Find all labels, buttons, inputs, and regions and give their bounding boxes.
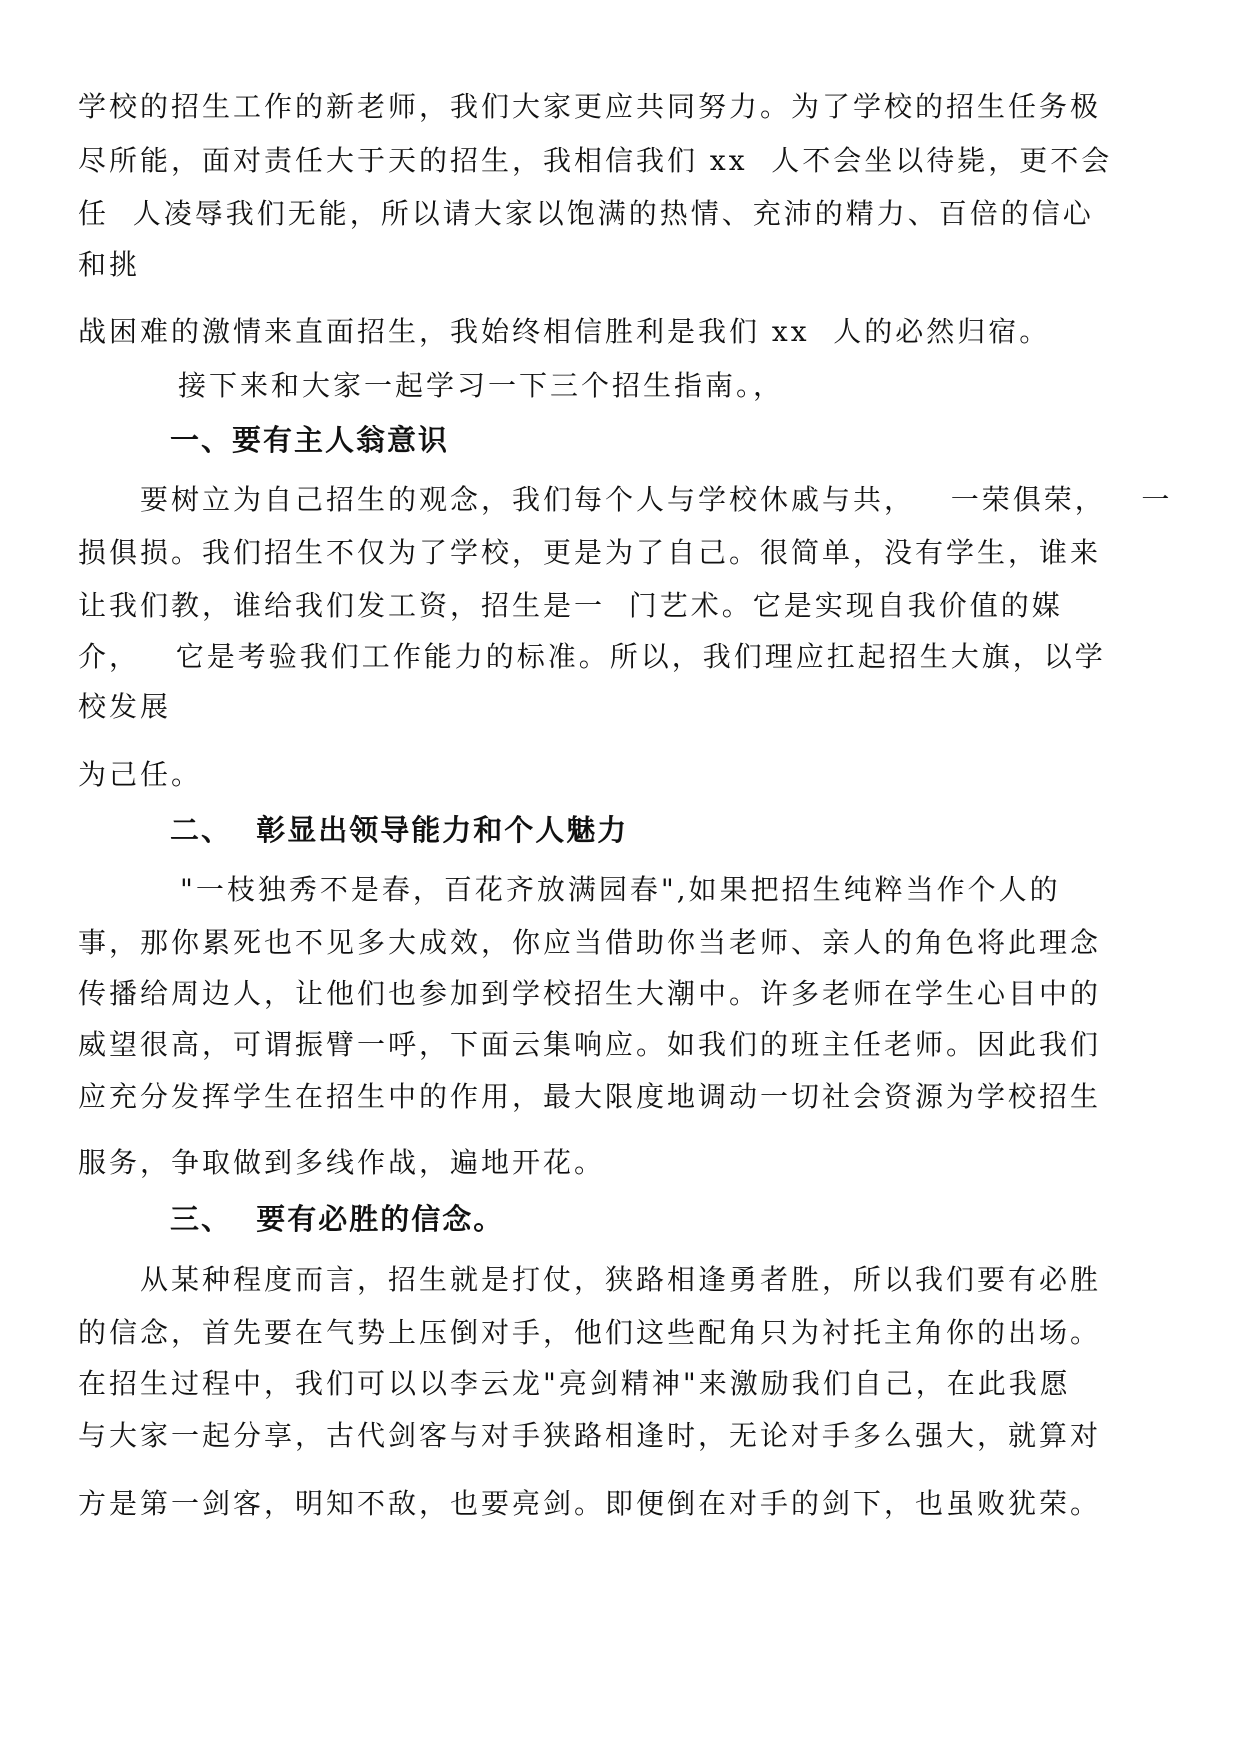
text-line: 为己任。 xyxy=(78,758,203,791)
text-line: 服务，争取做到多线作战，遍地开花。 xyxy=(78,1146,606,1179)
text-line: 校发展 xyxy=(78,690,172,723)
text-line: 尽所能，面对责任大于天的招生，我相信我们 xx 人不会坐以待毙，更不会 xyxy=(78,144,1113,177)
text-line: "一枝独秀不是春，百花齐放满园春",如果把招生纯粹当作个人的 xyxy=(180,873,1061,906)
section-heading-1: 一、要有主人翁意识 xyxy=(170,423,450,457)
text-line: 在招生过程中，我们可以以李云龙"亮剑精神"来激励我们自己，在此我愿 xyxy=(78,1367,1071,1400)
section-heading-3: 三、 要有必胜的信念。 xyxy=(170,1202,505,1236)
section-heading-2: 二、 彰显出领导能力和个人魅力 xyxy=(170,813,629,847)
text-line: 的信念，首先要在气势上压倒对手，他们这些配角只为衬托主角你的出场。 xyxy=(78,1316,1102,1349)
text-line: 事，那你累死也不见多大成效，你应当借助你当老师、亲人的角色将此理念 xyxy=(78,926,1102,959)
text-line: 接下来和大家一起学习一下三个招生指南。， xyxy=(178,369,785,402)
text-line: 要树立为自己招生的观念，我们每个人与学校休戚与共， 一荣俱荣， 一 xyxy=(140,483,1173,516)
text-line: 让我们教，谁给我们发工资，招生是一 门艺术。它是实现自我价值的媒 xyxy=(78,589,1063,622)
text-line: 任 人凌辱我们无能，所以请大家以饱满的热情、充沛的精力、百倍的信心 xyxy=(78,197,1094,230)
text-line: 与大家一起分享，古代剑客与对手狭路相逢时，无论对手多么强大，就算对 xyxy=(78,1419,1102,1452)
text-line: 学校的招生工作的新老师，我们大家更应共同努力。为了学校的招生任务极 xyxy=(78,90,1102,123)
text-line: 损俱损。我们招生不仅为了学校，更是为了自己。很简单，没有学生，谁来 xyxy=(78,536,1102,569)
text-line: 传播给周边人，让他们也参加到学校招生大潮中。许多老师在学生心目中的 xyxy=(78,977,1102,1010)
text-line: 方是第一剑客，明知不敌，也要亮剑。即便倒在对手的剑下，也虽败犹荣。 xyxy=(78,1487,1102,1520)
text-line: 和挑 xyxy=(78,248,141,281)
text-line: 应充分发挥学生在招生中的作用，最大限度地调动一切社会资源为学校招生 xyxy=(78,1080,1102,1113)
text-line: 从某种程度而言，招生就是打仗，狭路相逢勇者胜，所以我们要有必胜 xyxy=(140,1263,1102,1296)
text-line: 介， 它是考验我们工作能力的标准。所以，我们理应扛起招生大旗，以学 xyxy=(78,640,1106,673)
text-line: 威望很高，可谓振臂一呼，下面云集响应。如我们的班主任老师。因此我们 xyxy=(78,1028,1102,1061)
text-line: 战困难的激情来直面招生，我始终相信胜利是我们 xx 人的必然归宿。 xyxy=(78,315,1051,348)
